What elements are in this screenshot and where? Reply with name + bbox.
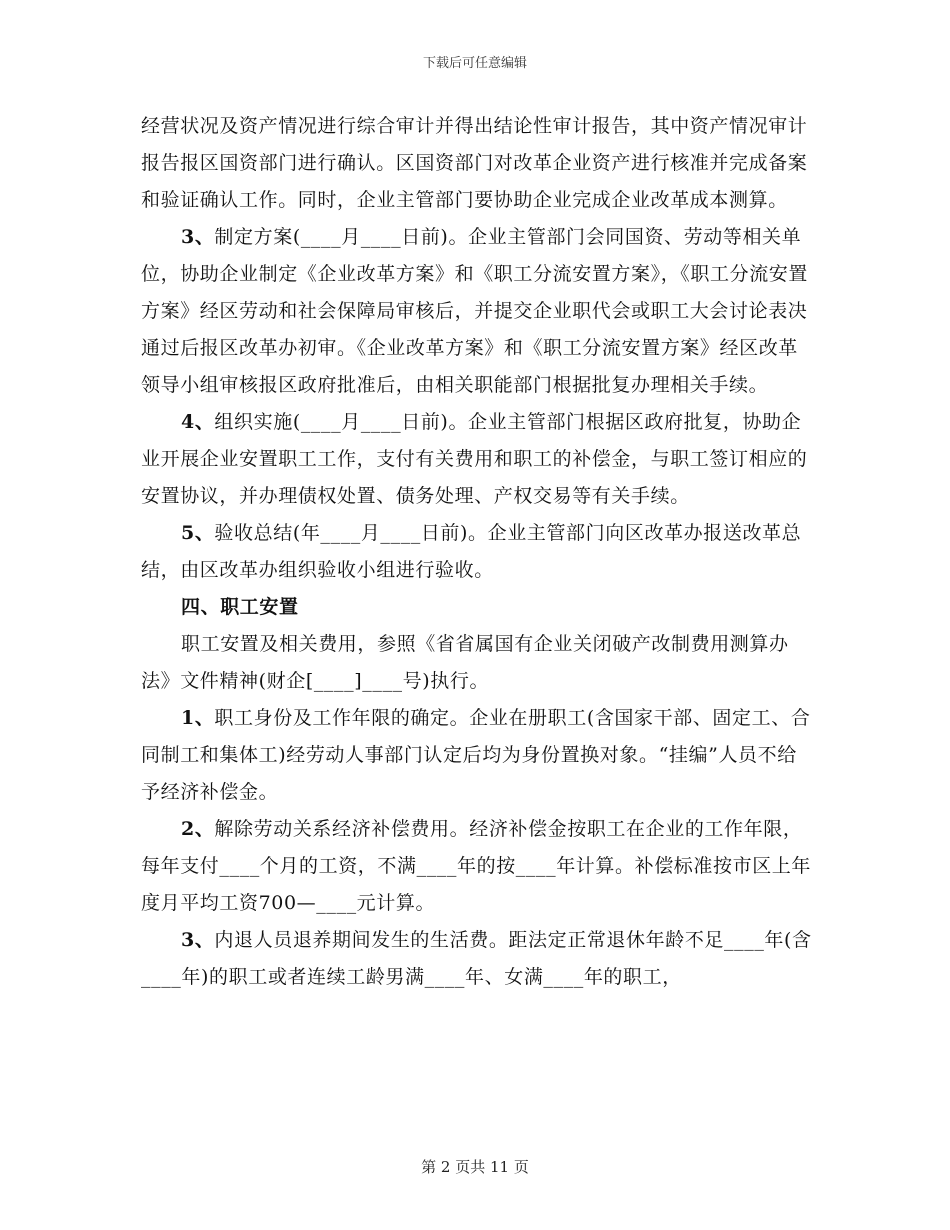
item-number: 1、 bbox=[181, 707, 215, 729]
paragraph-item-1 bbox=[141, 700, 813, 811]
paragraph-text: 职工身份及工作年限的确定。企业在册职工(含国家干部、固定工、合同制工和集体工)经劳动人事部门认定后均为身份置换对象。“挂编”人员不给予经济补偿金。 bbox=[141, 707, 811, 803]
paragraph-step-5 bbox=[141, 515, 813, 589]
paragraph-text: 经营状况及资产情况进行综合审计并得出结论性审计报告，其中资产情况审计报告报区国资部门进行确认。区国资部门对改革企业资产进行核准并完成备案和验证确认工作。同时，企业主管部门要协助企业完成企业改革成本测算。 bbox=[141, 115, 808, 211]
paragraph-item-3 bbox=[141, 922, 813, 996]
paragraph-text: 解除劳动关系经济补偿费用。经济补偿金按职工在企业的工作年限，每年支付____个月的工资，不满____年的按____年计算。补偿标准按市区上年度月平均工资700—____元计算。 bbox=[141, 818, 812, 914]
item-number: 4、 bbox=[181, 411, 215, 433]
paragraph-item-2 bbox=[141, 811, 813, 922]
page-header: 下载后可任意编辑 bbox=[422, 56, 527, 71]
page-footer: 第 2 页共 11 页 bbox=[421, 1158, 529, 1176]
document-body bbox=[141, 108, 813, 996]
paragraph-intro bbox=[141, 626, 813, 700]
paragraph-text: 内退人员退养期间发生的生活费。距法定正常退休年龄不足____年(含____年)的职工或者连续工龄男满____年、女满____年的职工， bbox=[141, 929, 812, 988]
paragraph-text: 制定方案(____月____日前)。企业主管部门会同国资、劳动等相关单位，协助企业制定《企业改革方案》和《职工分流安置方案》，《职工分流安置方案》经区劳动和社会保障局审核后，并提交企业职代会或职工大会讨论表决通过后报区改革办初审。《企业改革方案》和《职工分流安置方案》经区改革领导小组审核报区政府批准后，由相关职能部门根据批复办理相关手续。 bbox=[141, 226, 809, 396]
item-number: 3、 bbox=[181, 226, 215, 248]
item-number: 2、 bbox=[181, 818, 215, 840]
paragraph-text: 职工安置及相关费用，参照《省省属国有企业关闭破产改制费用测算办法》文件精神(财企[____]____号)执行。 bbox=[141, 633, 789, 692]
section-heading: 四、职工安置 bbox=[181, 596, 299, 618]
paragraph-1 bbox=[141, 108, 813, 219]
item-number: 5、 bbox=[181, 522, 215, 544]
paragraph-text: 验收总结(年____月____日前)。企业主管部门向区改革办报送改革总结，由区改革办组织验收小组进行验收。 bbox=[141, 522, 802, 581]
item-number: 3、 bbox=[181, 929, 215, 951]
paragraph-step-4 bbox=[141, 404, 813, 515]
paragraph-text: 组织实施(____月____日前)。企业主管部门根据区政府批复，协助企业开展企业安置职工工作，支付有关费用和职工的补偿金，与职工签订相应的安置协议，并办理债权处置、债务处理、产权交易等有关手续。 bbox=[141, 411, 808, 507]
paragraph-step-3 bbox=[141, 219, 813, 404]
